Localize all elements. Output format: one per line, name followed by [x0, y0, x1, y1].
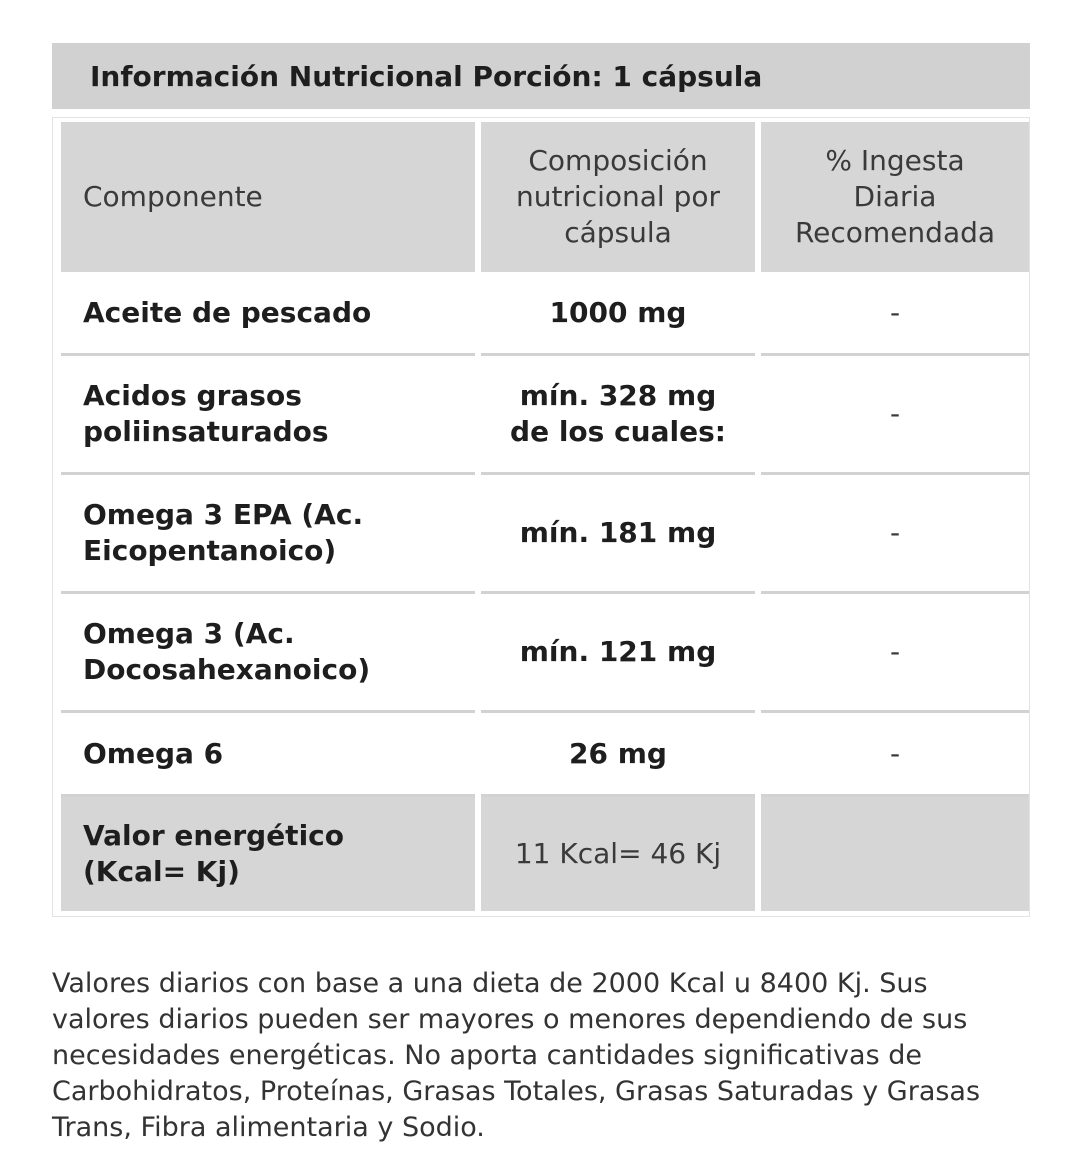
table-row — [61, 272, 1029, 356]
row-amount: mín. 181 mg — [481, 475, 755, 594]
row-amount: mín. 328 mg de los cuales: — [481, 356, 755, 475]
row-intake: - — [761, 475, 1029, 594]
footnote: Valores diarios con base a una dieta de 2000 Kcal u 8400 Kj. Sus valores diarios pueden ser mayores o menores dependiendo de sus necesidades energéticas. No aporta cantidades significativas de Carbohidratos, Proteínas, Grasas Totales, Grasas Saturadas y Grasas Trans, Fibra alimentaria y Sodio. — [52, 968, 981, 1143]
row-component: Omega 6 — [61, 713, 475, 797]
table-row — [61, 475, 1029, 594]
row-intake: - — [761, 594, 1029, 713]
energy-component: Valor energético (Kcal= Kj) — [61, 797, 475, 911]
table-row — [61, 594, 1029, 713]
header-component: Componente — [61, 122, 475, 272]
table-header-row — [61, 122, 1029, 272]
row-component: Omega 3 (Ac. Docosahexanoico) — [61, 594, 475, 713]
header-composition: Composición nutricional por cápsula — [481, 122, 755, 272]
row-amount: 26 mg — [481, 713, 755, 797]
row-component: Omega 3 EPA (Ac. Eicopentanoico) — [61, 475, 475, 594]
row-amount: mín. 121 mg — [481, 594, 755, 713]
energy-row — [61, 797, 1029, 911]
row-intake: - — [761, 356, 1029, 475]
row-intake: - — [761, 713, 1029, 797]
table-row — [61, 713, 1029, 797]
row-component: Acidos grasos poliinsaturados — [61, 356, 475, 475]
table-row — [61, 356, 1029, 475]
row-intake: - — [761, 272, 1029, 356]
header-intake: % Ingesta Diaria Recomendada — [761, 122, 1029, 272]
nutrition-table — [55, 122, 1035, 911]
nutrition-table-container — [52, 117, 1030, 917]
row-component: Aceite de pescado — [61, 272, 475, 356]
energy-amount: 11 Kcal= 46 Kj — [481, 797, 755, 911]
energy-intake — [761, 797, 1029, 911]
row-amount: 1000 mg — [481, 272, 755, 356]
nutrition-title: Información Nutricional Porción: 1 cápsula — [52, 43, 1030, 109]
